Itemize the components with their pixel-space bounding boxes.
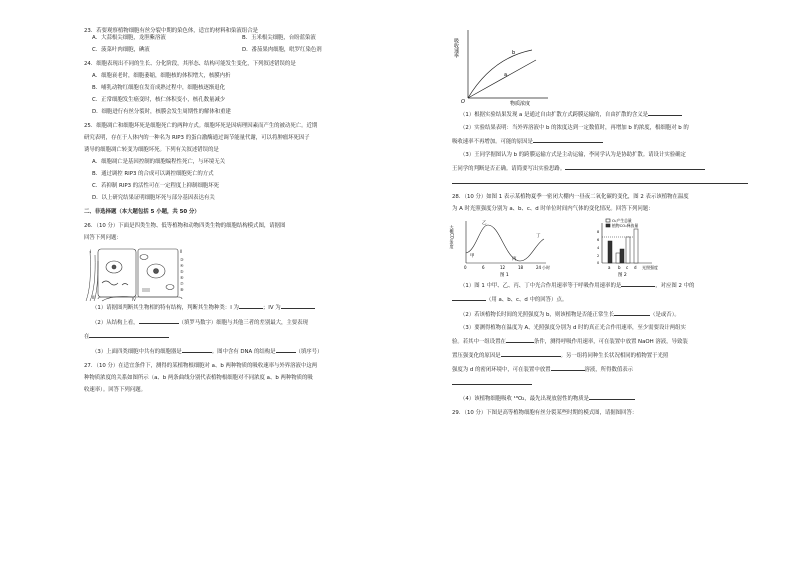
q27-answer-3: （3）王同学据图认为 b 的跨膜运输方式是主动运输，李同学认为是协助扩散。请设计实验确定: [460, 152, 686, 158]
absorption-chart-svg: [452, 28, 752, 106]
label-ii: II: [180, 249, 183, 254]
q27-answer-2: （2）实验结果表明：当外界溶液中 b 的浓度达到一定数值时，再增加 b 的浓度，根细胞对 b 的: [460, 125, 689, 131]
blank-26-2b[interactable]: [89, 332, 169, 338]
q28-answer-3f: 强度为 d 的密闭环境中，可在装置中放置 溶液，所得数值表示: [452, 367, 634, 373]
q28-figures: [449, 215, 752, 278]
q28-answer-3d: 置压强变化的原因是 。另一组将同种生长状况相同的植物置于光照: [452, 353, 669, 359]
fig1-caption: 图 1: [500, 273, 509, 278]
q27-stem-1: 27．（10 分）在适宜条件下，测得的某植物根细胞对 a、b 两种物质的吸收速率与外界溶液中这两: [84, 363, 318, 369]
fig1-ylabel: 大棚CO₂浓度: [449, 225, 455, 249]
q27-answer-1: （1）根据实验结果发现 a 是通过自由扩散方式跨膜运输的，自由扩散的含义是: [452, 110, 752, 119]
q28-answer-3b: 验。若其中一组设置在 条件，测得呼吸作用速率，可在装置中放置 NaOH 溶液，导致装: [452, 339, 688, 345]
left-column: [84, 28, 402, 394]
label-iv: IV: [132, 297, 136, 302]
svg-text:④: ④: [180, 263, 184, 268]
q24-option-d: D．细胞进行有丝分裂时，核膜会发生周期性的解体和重建: [92, 109, 231, 115]
blank-26-1a[interactable]: [239, 303, 263, 309]
q27-stem-2: 种物质浓度的关系如图所示（a、b 两条曲线分别代表植物根细胞对不同浓度 a、b 两种物质的吸: [84, 375, 313, 381]
blank-26-3b[interactable]: [276, 347, 296, 353]
blank-28-3c[interactable]: [551, 365, 585, 371]
q24-option-c: C．正常细胞发生癌变时，核仁体积变小，核孔数量减少: [92, 97, 226, 103]
curve-b: [468, 50, 532, 98]
blank-27-3b[interactable]: [452, 178, 748, 184]
curve-a: [468, 60, 536, 98]
fig1-xtick-6: 6: [482, 265, 485, 270]
q26-answer-2: （2）从结构上看， （填罗马数字）细胞与其他三者的差别最大，主要表现: [92, 320, 308, 326]
legend-co2-swatch: [606, 224, 610, 227]
q25-stem-3: 诱导的细胞凋亡转变为细胞坏死。下列有关叙述错误的是: [84, 147, 219, 153]
cell-structure-figure: [84, 245, 402, 303]
cell-diagrams: [84, 245, 402, 303]
blank-27-1[interactable]: [648, 110, 682, 116]
q24-stem: 24．细胞表现出不同的生长、分化阶段，其形态、结构可能发生变化，下列叙述错误的是: [84, 61, 296, 67]
q25-option-b: B．通过调控 RIP3 的合成可以调控细胞死亡的方式: [92, 171, 214, 177]
legend-o2-swatch: [606, 219, 610, 222]
x-label: 物质浓度: [510, 101, 531, 107]
blank-27-2[interactable]: [533, 137, 603, 143]
right-column: [449, 28, 752, 417]
q28-answer-1: （1）图 1 中甲、乙、丙、丁中光合作用速率等于呼吸作用速率的是 ，对应图 2 中的: [460, 283, 695, 289]
q25-stem-1: 25．细胞凋亡和细胞坏死是细胞死亡的两种方式。细胞坏死是因病理因素而产生的被动死亡。近期: [84, 123, 318, 129]
absorption-chart: [452, 28, 752, 106]
q23-options-cd: [84, 47, 402, 54]
q25-stem-2: 研究表明，存在于人体内的一种名为 RIP3 的蛋白激酶通过调节能量代谢，可以将肿瘤坏死因子: [84, 135, 310, 141]
q28-answer-2: （2）若该植物长时间的光照强度为 b，则该植物是否能正常生长 （是或否）。: [460, 312, 680, 318]
svg-text:⑦: ⑦: [180, 281, 184, 286]
q23-options-ab: [84, 35, 402, 42]
section-2-heading: 二、非选择题（本大题包括 5 小题，共 50 分）: [84, 209, 200, 215]
svg-text:⑥: ⑥: [180, 275, 184, 280]
q24-option-a: A．细胞衰老时，细胞萎缩，细胞核的体积增大，核膜内折: [92, 73, 231, 79]
q28-figures-svg: [449, 215, 752, 278]
blank-28-1b[interactable]: [452, 295, 486, 301]
fig1-label-bing: 丙: [512, 257, 517, 262]
q23-stem: 23．若要观察植物细胞有丝分裂中期的染色体，适宜的材料和染液组合是: [84, 28, 258, 34]
q25-option-d: D．以上研究结果证明细胞坏死与部分基因表达有关: [92, 195, 215, 201]
q27-answer-3c: [452, 178, 752, 187]
q27-answer-2b: 吸收速率不再增加。可能的原因是: [452, 137, 752, 146]
fig2-xtick-a: a: [608, 265, 611, 270]
q28-stem-1: 28．（10 分）如图 1 表示某植物夏季一密闭大棚内一昼夜二氧化碳的变化，图 2 表示该植物在温度: [452, 194, 689, 200]
fig1-label-jia: 甲: [470, 254, 475, 259]
q28-answer-4: （4）该植物细胞吸收 ¹⁸O₂，最先出现放射性的物质是: [452, 394, 752, 403]
blank-26-3a[interactable]: [182, 347, 212, 353]
q26-stem-2: 回答下列问题：: [84, 235, 122, 241]
curve-a-label: a: [504, 72, 508, 78]
label-i: I: [90, 249, 92, 254]
q23-option-a: A．大蒜根尖细胞，龙胆紫溶液: [92, 35, 166, 41]
q28-answer-3h: [452, 379, 752, 388]
fig1-label-yi: 乙: [482, 221, 487, 226]
q28-stem-2: 为 A 时光照强度分别为 a、b、c、d 时单位时间内气体的变化情况。回答下列问题：: [452, 206, 654, 212]
fig2-ytick-2: 2: [597, 254, 600, 258]
q26-answer-3: （3）上面四类细胞中共有的细胞器是 。图中含有 DNA 的结构是 （填序号）: [92, 349, 323, 355]
svg-text:⑧: ⑧: [180, 287, 184, 292]
blank-27-3a[interactable]: [565, 164, 705, 170]
blank-28-3d[interactable]: [452, 379, 532, 385]
q26-answer-2c: 在: [84, 332, 402, 341]
fig1-xtick-0: 0: [464, 265, 467, 270]
fig1-xtick-18: 18: [518, 265, 524, 270]
fig1-xtick-12: 12: [500, 265, 506, 270]
co2-curve: [466, 225, 544, 261]
fig2-xlabel: 光照强度: [642, 265, 658, 270]
q29-stem: 29．（10 分）下图是高等植物细胞有丝分裂某些时期的模式图，请据图回答：: [452, 410, 638, 416]
blank-26-1b[interactable]: [281, 303, 315, 309]
fig1-label-ding: 丁: [536, 234, 541, 239]
q28-answer-1c: （用 a、b、c、d 中的回答）点。: [452, 295, 752, 304]
bar-b-o2: [616, 253, 620, 263]
cell-ii-outline: [138, 249, 178, 297]
fig1-xunit: 小时: [542, 265, 550, 270]
bar-a-co2: [608, 241, 612, 263]
bar-b-co2: [620, 249, 624, 263]
bar-d-o2: [634, 229, 638, 263]
q26-stem-1: 26．（10 分）下面是四类生物、低等植物和动物四类生物的细胞结构模式图，请据图: [84, 223, 286, 229]
blank-28-1a[interactable]: [621, 281, 655, 287]
fig2-caption: 图 2: [618, 273, 627, 278]
q23-option-b: B．玉米根尖细胞，台盼蓝染液: [242, 35, 316, 41]
svg-text:③: ③: [180, 257, 184, 262]
legend-co2: 植物CO₂释放量: [612, 223, 639, 228]
fig2-ytick-6: 6: [597, 238, 600, 242]
q23-option-d: D．番茄果肉细胞，吡罗红染色剂: [242, 47, 322, 53]
y-label: 吸收速率: [453, 38, 459, 58]
q25-option-a: A．细胞凋亡是基因控制的细胞编程性死亡，与环境无关: [92, 159, 226, 165]
blank-28-2[interactable]: [614, 310, 650, 316]
fig2-ytick-8: 8: [597, 230, 600, 234]
q28-answer-3: （3）要测得植物在温度为 A、光照强度分别为 d 时的真正光合作用速率，至少需要设计两组实: [460, 325, 686, 331]
fig1-xtick-24: 24: [536, 265, 542, 270]
label-iii: III: [92, 295, 96, 300]
bar-c-o2: [626, 237, 630, 263]
fig2-ytick-0: 0: [597, 261, 600, 265]
blank-28-3b[interactable]: [501, 351, 561, 357]
q25-option-c: C．若抑制 RIP3 的活性可在一定程度上抑制细胞坏死: [92, 183, 220, 189]
cell-i-outline: [98, 249, 136, 297]
origin-label: O: [461, 99, 465, 105]
svg-text:⑤: ⑤: [180, 269, 184, 274]
q27-stem-3: 收速率）。回答下列问题。: [84, 387, 146, 393]
q26-answer-1: （1）请据图判断其生物相的特有结构，判断其生物种类：I 为 ；IV 为: [84, 303, 402, 312]
blank-28-4[interactable]: [589, 394, 635, 400]
fig2-xtick-d: d: [634, 265, 637, 270]
q24-option-b: B．哺乳动物红细胞在发育成熟过程中，细胞核逐渐退化: [92, 85, 226, 91]
blank-28-3a[interactable]: [506, 337, 534, 343]
q23-option-c: C．菠菜叶肉细胞，碘液: [92, 47, 150, 53]
blank-26-2a[interactable]: [139, 318, 179, 324]
q27-answer-3b: 王同学的判断是否正确。请简要写出实验思路。: [452, 164, 752, 173]
legend-o2: O₂产生总量: [612, 218, 632, 223]
curve-b-label: b: [512, 50, 516, 56]
fig2-ytick-4: 4: [597, 246, 600, 250]
fig2-xtick-c: c: [626, 265, 629, 270]
fig2-xtick-b: b: [618, 265, 621, 270]
